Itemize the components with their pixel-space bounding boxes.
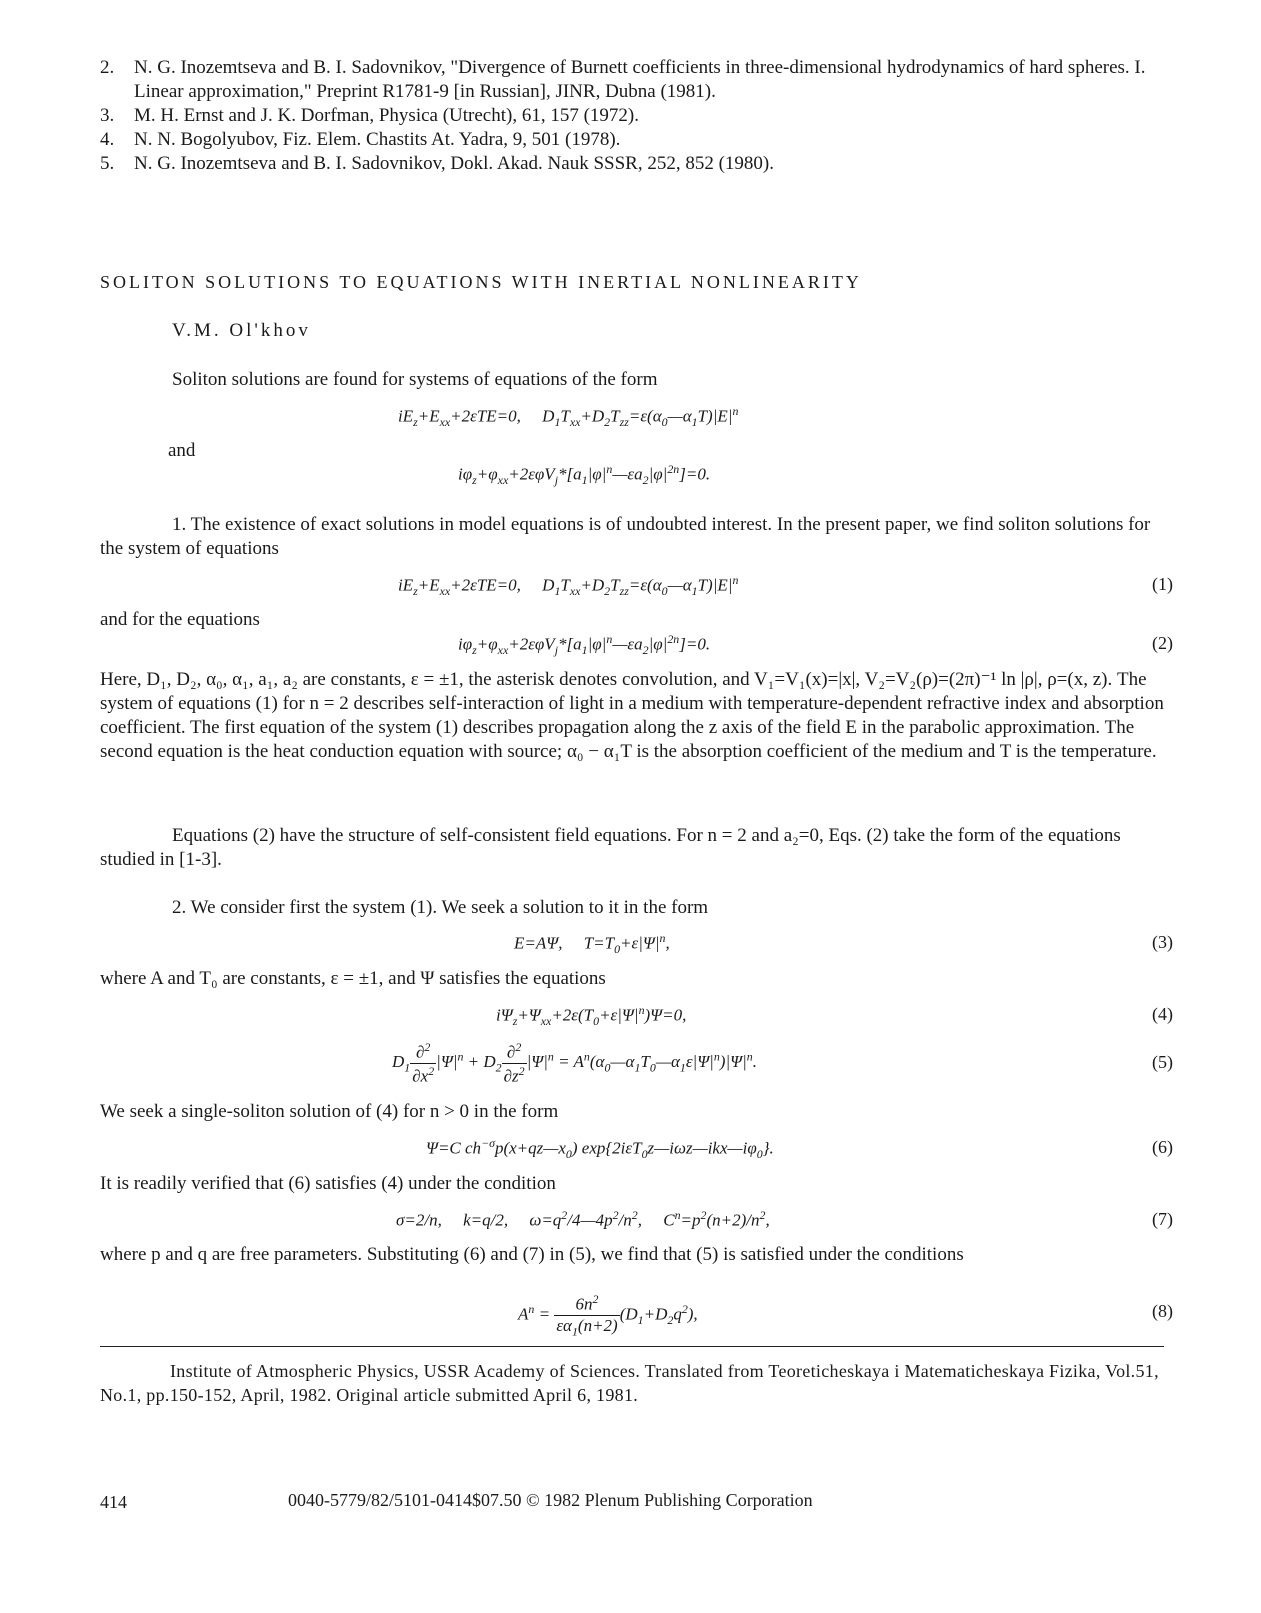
equation-5: $D_1$ $\frac{\partial^2}{\partial x^2}$ $|\Psi|^n + D_2$ $\frac{\partial^2}{\partial z^2}$ $|\Psi|^n$ = $A^n(\alpha_0—\alpha_1T_0—\alpha_1\varepsilon|\Psi|^n)|\Psi|^n$. [392,1040,757,1086]
equation-number: (3) [1152,932,1173,952]
equation-1: $iE_z+E_{xx}+2\varepsilon TE=0$, $D_1T_{xx}+D_2T_{zz}=\varepsilon(\alpha_0—\alpha_1T)|E|^n$ [398,573,739,599]
reference-item [100,128,1160,152]
section2-where-1: where A and T₀ are constants, ε = ±1, and Ψ satisfies the equations [100,968,606,989]
equation-number: (5) [1152,1052,1173,1072]
section2-seek: We seek a single-soliton solution of (4) for n > 0 in the form [100,1101,559,1122]
and-for-text: and for the equations [100,609,260,630]
reference-item [100,152,1160,176]
copyright-line: 0040-5779/82/5101-0414$07.50 © 1982 Plenum Publishing Corporation [288,1490,813,1510]
reference-item [100,104,1160,128]
footnote: Institute of Atmospheric Physics, USSR Academy of Sciences. Translated from Teoreticheskaya i Matematicheskaya Fizika, Vol.51, No.1, pp.150-152, April, 1982. Original article submitted April 6, 1981. [100,1361,1159,1405]
equation-7: σ=2/n, k=q/2, $\omega=q^2/4—4p^2/n^2$, $C^n=p^2(n+2)/n^2$, [396,1208,770,1230]
equation-3: E=AΨ, $T=T_0+\varepsilon|\Psi|^n$, [514,931,670,957]
reference-text: N. G. Inozemtseva and B. I. Sadovnikov, "Divergence of Burnett coefficients in three-dimensional hydrodynamics of hard spheres. I. Linear approximation," Preprint R1781-9 [in Russian], JINR, Dubna (1981). [134,57,1146,102]
article-title: SOLITON SOLUTIONS TO EQUATIONS WITH INERTIAL NONLINEARITY [100,272,862,292]
section2-paragraph-1: 2. We consider first the system (1). We seek a solution to it in the form [172,897,709,918]
equation-number: (4) [1152,1004,1173,1024]
section2-verified: It is readily verified that (6) satisfies (4) under the condition [100,1173,556,1194]
reference-text: N. N. Bogolyubov, Fiz. Elem. Chastits At. Yadra, 9, 501 (1978). [134,129,621,150]
article-author: V.M. Ol'khov [172,320,311,341]
equation-number: (6) [1152,1137,1173,1157]
reference-list [100,56,1160,176]
abstract-intro: Soliton solutions are found for systems of equations of the form [172,369,658,390]
footnote-divider [100,1346,1164,1347]
page-number: 414 [100,1492,127,1512]
equation-4: $i\Psi_z+\Psi_{xx}+2\varepsilon(T_0+\varepsilon|\Psi|^n)\Psi=0$, [496,1003,687,1029]
section1-paragraph-1: 1. The existence of exact solutions in model equations is of undoubted interest. In the present paper, we find soliton solutions for the system of equations [100,514,1151,559]
equation-2: $i\varphi_z+\varphi_{xx}+2\varepsilon\varphi V_j*[a_1|\varphi|^n—\varepsilon a_2|\varphi|^{2n}]=0$. [458,632,711,658]
reference-number: 2. [100,57,115,78]
section1-paragraph-3: Equations (2) have the structure of self-consistent field equations. For n = 2 and a₂=0, Eqs. (2) take the form of the equations studied in [1-3]. [100,825,1121,870]
reference-item [100,56,1160,104]
reference-number: 3. [100,105,115,126]
reference-text: N. G. Inozemtseva and B. I. Sadovnikov, Dokl. Akad. Nauk SSSR, 252, 852 (1980). [134,153,774,174]
abstract-equation-2: $i\varphi_z+\varphi_{xx}+2\varepsilon\varphi V_j*[a_1|\varphi|^n—\varepsilon a_2|\varphi|^{2n}]=0$. [458,462,711,488]
reference-number: 5. [100,153,115,174]
equation-number: (1) [1152,574,1173,594]
equation-8: $A^n$ = $\frac{6n^2}{\varepsilon\alpha_1(n+2)}$ $(D_1+D_2q^2)$, [518,1292,698,1339]
reference-text: M. H. Ernst and J. K. Dorfman, Physica (Utrecht), 61, 157 (1972). [134,105,639,126]
section1-paragraph-2: Here, D₁, D₂, α₀, α₁, a₁, a₂ are constants, ε = ±1, the asterisk denotes convolution, and V₁=V₁(x)=|x|, V₂=V₂(ρ)=(2π)⁻¹ ln |ρ|, ρ=(x, z). The system of equations (1) for n = 2 describes self-interaction of light in a medium with temperature-dependent refractive index and absorption coefficient. The first equation of the system (1) describes propagation along the z axis of the field E in the parabolic approximation. The second equation is the heat conduction equation with source; α₀ − α₁T is the absorption coefficient of the medium and T is the temperature. [100,669,1164,762]
equation-number: (8) [1152,1301,1173,1321]
equation-number: (2) [1152,633,1173,653]
equation-6: Ψ=C $ch^{-\sigma}p(x+qz—x_0)$ $\exp\{2i\varepsilon T_0z—i\omega z—ikx—i\varphi_0\}$. [426,1136,774,1162]
section2-where-2: where p and q are free parameters. Substituting (6) and (7) in (5), we find that (5) is satisfied under the conditions [100,1244,964,1265]
equation-number: (7) [1152,1209,1173,1229]
reference-number: 4. [100,129,115,150]
abstract-equation-1: $iE_z+E_{xx}+2\varepsilon TE=0$, $D_1T_{xx}+D_2T_{zz}=\varepsilon(\alpha_0—\alpha_1T)|E|^n$ [398,404,739,430]
abstract-and: and [168,440,196,461]
